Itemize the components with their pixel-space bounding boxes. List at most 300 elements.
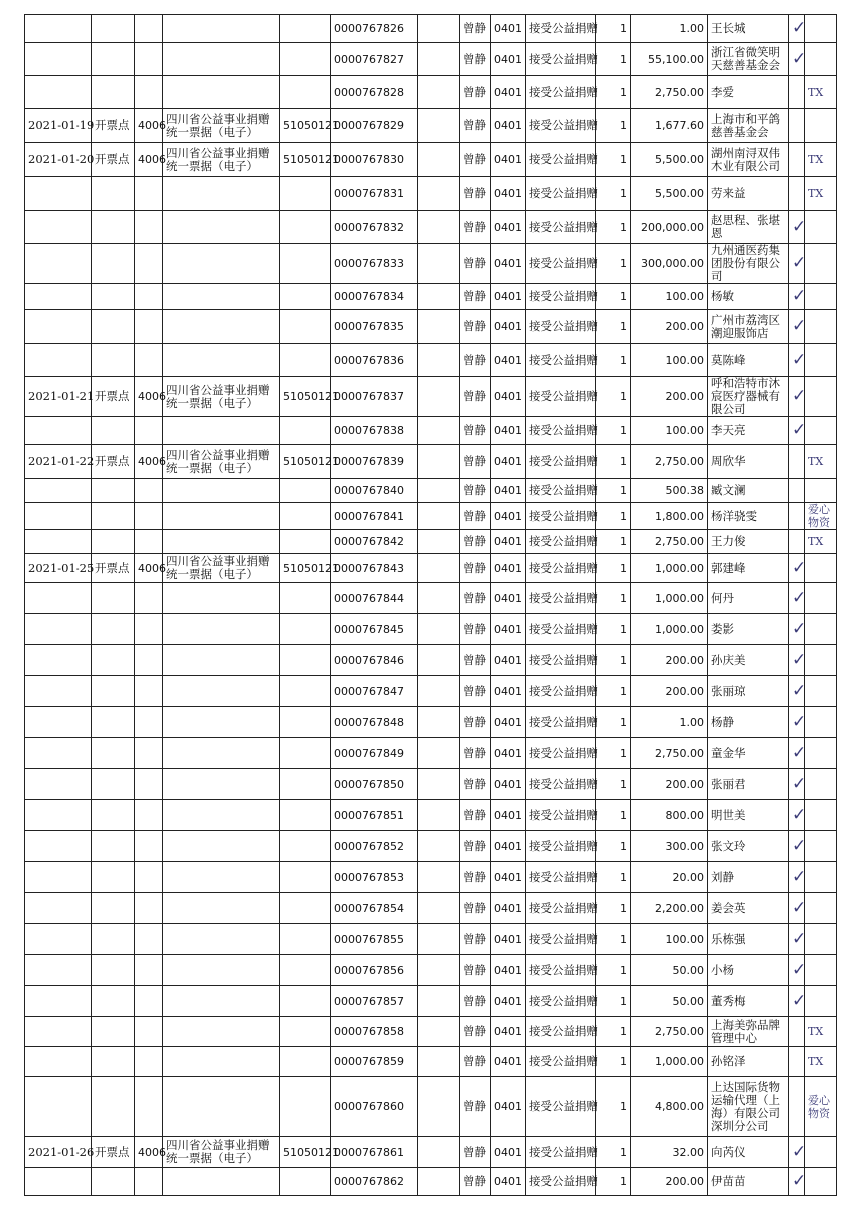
row-code — [135, 244, 163, 284]
row-qty: 1 — [596, 310, 631, 344]
row-date — [25, 831, 92, 862]
row-point — [92, 707, 135, 738]
row-date — [25, 955, 92, 986]
row-donor: 何丹 — [708, 583, 789, 614]
row-item: 接受公益捐赠 — [526, 707, 596, 738]
row-amount: 1,000.00 — [631, 554, 708, 583]
row-point — [92, 645, 135, 676]
row-check-mark: ✓ — [789, 377, 805, 417]
row-donor: 姜会英 — [708, 893, 789, 924]
row-check-mark — [789, 503, 805, 530]
row-operator: 曾静 — [460, 986, 491, 1017]
table-row — [25, 831, 837, 862]
row-item: 接受公益捐赠 — [526, 986, 596, 1017]
row-type — [163, 1168, 280, 1196]
row-blank — [418, 244, 460, 284]
table-row — [25, 76, 837, 109]
row-code — [135, 479, 163, 503]
row-org — [280, 1168, 331, 1196]
row-code: 4006 — [135, 445, 163, 479]
row-org — [280, 955, 331, 986]
row-date — [25, 893, 92, 924]
row-org — [280, 924, 331, 955]
row-code — [135, 800, 163, 831]
row-dept: 0401 — [491, 503, 526, 530]
row-number: 0000767838 — [331, 417, 418, 445]
row-item: 接受公益捐赠 — [526, 738, 596, 769]
row-item: 接受公益捐赠 — [526, 924, 596, 955]
row-check-mark: ✓ — [789, 1137, 805, 1168]
row-point — [92, 831, 135, 862]
row-point — [92, 530, 135, 554]
row-point: 开票点 — [92, 445, 135, 479]
row-amount: 200.00 — [631, 377, 708, 417]
row-blank — [418, 862, 460, 893]
row-item: 接受公益捐赠 — [526, 831, 596, 862]
row-donor: 呼和浩特市沐宸医疗器械有限公司 — [708, 377, 789, 417]
row-dept: 0401 — [491, 177, 526, 211]
row-note — [805, 924, 837, 955]
row-org — [280, 862, 331, 893]
row-note — [805, 284, 837, 310]
row-operator: 曾静 — [460, 479, 491, 503]
row-org — [280, 769, 331, 800]
row-number: 0000767846 — [331, 645, 418, 676]
row-amount: 20.00 — [631, 862, 708, 893]
row-amount: 5,500.00 — [631, 177, 708, 211]
row-amount: 55,100.00 — [631, 43, 708, 76]
row-donor: 王长城 — [708, 15, 789, 43]
table-row — [25, 955, 837, 986]
table-row — [25, 15, 837, 43]
row-note — [805, 211, 837, 244]
row-note — [805, 417, 837, 445]
row-type — [163, 1047, 280, 1077]
row-number: 0000767845 — [331, 614, 418, 645]
table-row — [25, 676, 837, 707]
row-type — [163, 417, 280, 445]
row-blank — [418, 924, 460, 955]
row-org — [280, 986, 331, 1017]
row-date — [25, 769, 92, 800]
row-note — [805, 831, 837, 862]
row-point: 开票点 — [92, 554, 135, 583]
row-number: 0000767844 — [331, 583, 418, 614]
row-qty: 1 — [596, 15, 631, 43]
row-dept: 0401 — [491, 676, 526, 707]
row-code — [135, 15, 163, 43]
row-code — [135, 1168, 163, 1196]
row-amount: 4,800.00 — [631, 1077, 708, 1137]
row-code — [135, 614, 163, 645]
row-amount: 2,750.00 — [631, 738, 708, 769]
row-org — [280, 800, 331, 831]
row-donor: 九州通医药集团股份有限公司 — [708, 244, 789, 284]
row-dept: 0401 — [491, 769, 526, 800]
row-check-mark — [789, 479, 805, 503]
row-number: 0000767835 — [331, 310, 418, 344]
row-date — [25, 244, 92, 284]
row-amount: 200.00 — [631, 676, 708, 707]
row-point — [92, 177, 135, 211]
row-qty: 1 — [596, 800, 631, 831]
row-date: 2021-01-19 — [25, 109, 92, 143]
row-number: 0000767848 — [331, 707, 418, 738]
table-row — [25, 1047, 837, 1077]
row-code — [135, 645, 163, 676]
row-dept: 0401 — [491, 530, 526, 554]
row-donor: 娄影 — [708, 614, 789, 645]
row-check-mark — [789, 76, 805, 109]
row-type — [163, 177, 280, 211]
row-code — [135, 707, 163, 738]
row-note: 爱心物资 — [805, 1077, 837, 1137]
row-donor: 浙江省微笑明天慈善基金会 — [708, 43, 789, 76]
row-date: 2021-01-20 — [25, 143, 92, 177]
row-dept: 0401 — [491, 614, 526, 645]
row-item: 接受公益捐赠 — [526, 955, 596, 986]
row-qty: 1 — [596, 1168, 631, 1196]
row-qty: 1 — [596, 284, 631, 310]
row-point — [92, 583, 135, 614]
table-row — [25, 43, 837, 76]
row-date — [25, 417, 92, 445]
row-item: 接受公益捐赠 — [526, 676, 596, 707]
row-point — [92, 769, 135, 800]
row-note — [805, 554, 837, 583]
row-number: 0000767851 — [331, 800, 418, 831]
row-date — [25, 862, 92, 893]
row-check-mark: ✓ — [789, 583, 805, 614]
row-qty: 1 — [596, 530, 631, 554]
row-dept: 0401 — [491, 800, 526, 831]
row-type — [163, 831, 280, 862]
row-qty: 1 — [596, 479, 631, 503]
row-date — [25, 1017, 92, 1047]
row-type: 四川省公益事业捐赠统一票据（电子） — [163, 554, 280, 583]
row-org — [280, 1047, 331, 1077]
row-code: 4006 — [135, 377, 163, 417]
row-blank — [418, 1017, 460, 1047]
row-item: 接受公益捐赠 — [526, 614, 596, 645]
row-code — [135, 284, 163, 310]
row-operator: 曾静 — [460, 503, 491, 530]
row-dept: 0401 — [491, 43, 526, 76]
table-row — [25, 377, 837, 417]
row-note — [805, 769, 837, 800]
row-amount: 1,000.00 — [631, 1047, 708, 1077]
row-blank — [418, 417, 460, 445]
row-item: 接受公益捐赠 — [526, 109, 596, 143]
row-qty: 1 — [596, 503, 631, 530]
row-point — [92, 284, 135, 310]
row-point — [92, 310, 135, 344]
row-item: 接受公益捐赠 — [526, 43, 596, 76]
row-operator: 曾静 — [460, 43, 491, 76]
row-qty: 1 — [596, 244, 631, 284]
row-blank — [418, 707, 460, 738]
row-blank — [418, 955, 460, 986]
row-qty: 1 — [596, 769, 631, 800]
row-amount: 500.38 — [631, 479, 708, 503]
row-donor: 乐栋强 — [708, 924, 789, 955]
row-donor: 上达国际货物运输代理（上海）有限公司深圳分公司 — [708, 1077, 789, 1137]
table-row — [25, 707, 837, 738]
row-blank — [418, 614, 460, 645]
row-blank — [418, 479, 460, 503]
row-type — [163, 1017, 280, 1047]
row-type: 四川省公益事业捐赠统一票据（电子） — [163, 143, 280, 177]
row-blank — [418, 15, 460, 43]
row-note — [805, 893, 837, 924]
row-qty: 1 — [596, 893, 631, 924]
row-operator: 曾静 — [460, 15, 491, 43]
row-org — [280, 76, 331, 109]
row-qty: 1 — [596, 645, 631, 676]
row-operator: 曾静 — [460, 955, 491, 986]
table-row — [25, 284, 837, 310]
row-item: 接受公益捐赠 — [526, 445, 596, 479]
row-dept: 0401 — [491, 310, 526, 344]
row-donor: 孙庆美 — [708, 645, 789, 676]
row-code — [135, 893, 163, 924]
row-blank — [418, 645, 460, 676]
row-check-mark: ✓ — [789, 707, 805, 738]
row-code — [135, 211, 163, 244]
row-note — [805, 1137, 837, 1168]
row-point — [92, 43, 135, 76]
row-date — [25, 15, 92, 43]
row-qty: 1 — [596, 955, 631, 986]
row-type — [163, 310, 280, 344]
row-item: 接受公益捐赠 — [526, 177, 596, 211]
row-donor: 广州市荔湾区潮迎服饰店 — [708, 310, 789, 344]
row-type — [163, 344, 280, 377]
row-amount: 200.00 — [631, 769, 708, 800]
row-point — [92, 924, 135, 955]
row-operator: 曾静 — [460, 554, 491, 583]
row-note — [805, 15, 837, 43]
row-dept: 0401 — [491, 244, 526, 284]
row-number: 0000767831 — [331, 177, 418, 211]
row-amount: 32.00 — [631, 1137, 708, 1168]
row-check-mark: ✓ — [789, 955, 805, 986]
row-point — [92, 15, 135, 43]
row-item: 接受公益捐赠 — [526, 211, 596, 244]
row-type — [163, 676, 280, 707]
row-type — [163, 15, 280, 43]
row-check-mark: ✓ — [789, 831, 805, 862]
row-type — [163, 43, 280, 76]
table-row — [25, 1017, 837, 1047]
row-note — [805, 377, 837, 417]
row-note: TX — [805, 445, 837, 479]
row-amount: 2,750.00 — [631, 1017, 708, 1047]
table-row — [25, 924, 837, 955]
row-check-mark — [789, 1017, 805, 1047]
row-date — [25, 676, 92, 707]
row-blank — [418, 344, 460, 377]
row-code — [135, 177, 163, 211]
row-check-mark: ✓ — [789, 15, 805, 43]
row-dept: 0401 — [491, 986, 526, 1017]
row-item: 接受公益捐赠 — [526, 143, 596, 177]
row-date — [25, 43, 92, 76]
row-item: 接受公益捐赠 — [526, 244, 596, 284]
row-org — [280, 417, 331, 445]
row-operator: 曾静 — [460, 1047, 491, 1077]
row-amount: 1,800.00 — [631, 503, 708, 530]
row-donor: 刘静 — [708, 862, 789, 893]
row-type — [163, 893, 280, 924]
row-blank — [418, 530, 460, 554]
row-operator: 曾静 — [460, 109, 491, 143]
row-org — [280, 1017, 331, 1047]
row-qty: 1 — [596, 344, 631, 377]
row-point: 开票点 — [92, 109, 135, 143]
row-point — [92, 1047, 135, 1077]
row-dept: 0401 — [491, 1168, 526, 1196]
row-code — [135, 1047, 163, 1077]
row-org — [280, 284, 331, 310]
row-qty: 1 — [596, 738, 631, 769]
row-donor: 湖州南浔双伟木业有限公司 — [708, 143, 789, 177]
row-item: 接受公益捐赠 — [526, 284, 596, 310]
row-dept: 0401 — [491, 831, 526, 862]
row-org: 51050121 — [280, 1137, 331, 1168]
row-blank — [418, 177, 460, 211]
row-check-mark — [789, 109, 805, 143]
row-date — [25, 1047, 92, 1077]
row-qty: 1 — [596, 583, 631, 614]
row-note: TX — [805, 1017, 837, 1047]
row-dept: 0401 — [491, 15, 526, 43]
row-amount: 1,000.00 — [631, 614, 708, 645]
row-org — [280, 177, 331, 211]
row-number: 0000767840 — [331, 479, 418, 503]
row-donor: 劳来益 — [708, 177, 789, 211]
table-row — [25, 530, 837, 554]
row-dept: 0401 — [491, 554, 526, 583]
row-type — [163, 707, 280, 738]
row-number: 0000767856 — [331, 955, 418, 986]
row-blank — [418, 893, 460, 924]
row-amount: 300.00 — [631, 831, 708, 862]
row-blank — [418, 676, 460, 707]
row-dept: 0401 — [491, 344, 526, 377]
row-dept: 0401 — [491, 445, 526, 479]
row-code: 4006 — [135, 143, 163, 177]
row-org — [280, 676, 331, 707]
row-number: 0000767861 — [331, 1137, 418, 1168]
row-date — [25, 310, 92, 344]
row-number: 0000767860 — [331, 1077, 418, 1137]
row-operator: 曾静 — [460, 1168, 491, 1196]
row-donor: 杨洋骁雯 — [708, 503, 789, 530]
row-note — [805, 583, 837, 614]
table-row — [25, 738, 837, 769]
row-type: 四川省公益事业捐赠统一票据（电子） — [163, 445, 280, 479]
row-date — [25, 284, 92, 310]
row-donor: 张丽琼 — [708, 676, 789, 707]
row-type — [163, 986, 280, 1017]
row-point — [92, 800, 135, 831]
row-blank — [418, 445, 460, 479]
row-dept: 0401 — [491, 1017, 526, 1047]
row-dept: 0401 — [491, 738, 526, 769]
row-qty: 1 — [596, 862, 631, 893]
row-dept: 0401 — [491, 1047, 526, 1077]
row-date — [25, 645, 92, 676]
row-blank — [418, 76, 460, 109]
row-donor: 张丽君 — [708, 769, 789, 800]
row-number: 0000767854 — [331, 893, 418, 924]
row-donor: 伊苗苗 — [708, 1168, 789, 1196]
row-check-mark: ✓ — [789, 862, 805, 893]
table-row — [25, 143, 837, 177]
row-amount: 2,750.00 — [631, 445, 708, 479]
table-row — [25, 583, 837, 614]
row-check-mark: ✓ — [789, 344, 805, 377]
row-number: 0000767841 — [331, 503, 418, 530]
row-amount: 200.00 — [631, 1168, 708, 1196]
row-dept: 0401 — [491, 1077, 526, 1137]
row-org — [280, 244, 331, 284]
row-code — [135, 503, 163, 530]
row-point — [92, 738, 135, 769]
row-blank — [418, 800, 460, 831]
row-org: 51050121 — [280, 554, 331, 583]
row-amount: 100.00 — [631, 344, 708, 377]
row-item: 接受公益捐赠 — [526, 503, 596, 530]
row-check-mark — [789, 143, 805, 177]
row-point — [92, 344, 135, 377]
row-note: TX — [805, 76, 837, 109]
row-qty: 1 — [596, 614, 631, 645]
row-amount: 100.00 — [631, 924, 708, 955]
row-donor: 张文玲 — [708, 831, 789, 862]
row-check-mark: ✓ — [789, 769, 805, 800]
row-number: 0000767843 — [331, 554, 418, 583]
table-row — [25, 177, 837, 211]
row-number: 0000767849 — [331, 738, 418, 769]
row-dept: 0401 — [491, 707, 526, 738]
row-date — [25, 924, 92, 955]
row-point — [92, 244, 135, 284]
donation-receipt-table — [24, 14, 837, 1196]
row-type — [163, 76, 280, 109]
row-type: 四川省公益事业捐赠统一票据（电子） — [163, 377, 280, 417]
row-check-mark: ✓ — [789, 1168, 805, 1196]
row-blank — [418, 1137, 460, 1168]
row-item: 接受公益捐赠 — [526, 310, 596, 344]
row-donor: 郭建峰 — [708, 554, 789, 583]
row-date — [25, 738, 92, 769]
row-note: TX — [805, 143, 837, 177]
row-qty: 1 — [596, 377, 631, 417]
row-blank — [418, 284, 460, 310]
row-donor: 臧文澜 — [708, 479, 789, 503]
row-point — [92, 479, 135, 503]
row-type — [163, 645, 280, 676]
row-blank — [418, 143, 460, 177]
row-number: 0000767827 — [331, 43, 418, 76]
row-amount: 1.00 — [631, 707, 708, 738]
row-number: 0000767857 — [331, 986, 418, 1017]
row-amount: 1,677.60 — [631, 109, 708, 143]
row-qty: 1 — [596, 1077, 631, 1137]
row-amount: 50.00 — [631, 955, 708, 986]
